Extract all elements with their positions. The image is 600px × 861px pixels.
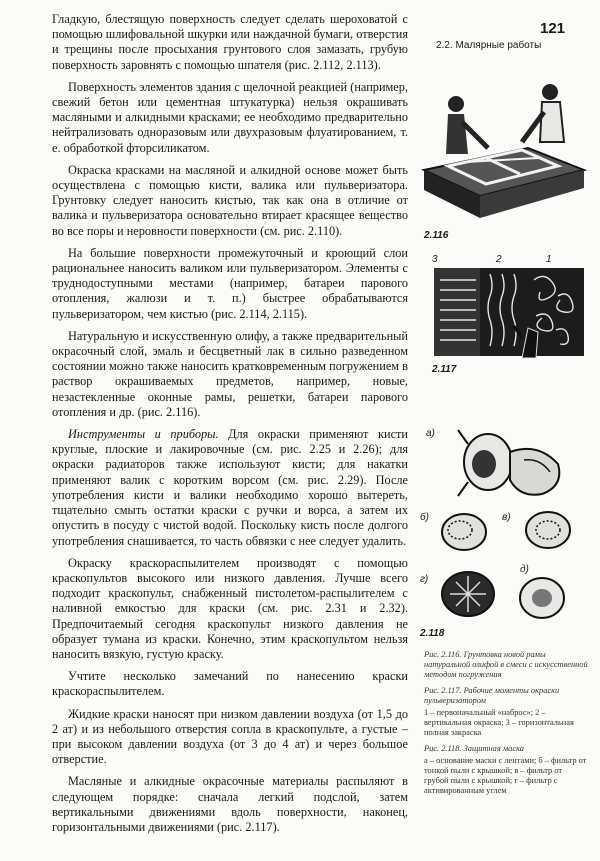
caption-2-118: Рис. 2.118. Защитная маска	[424, 744, 524, 753]
figure-2-117-step-3: 3	[432, 254, 438, 265]
figure-2-118-part-v: в)	[502, 512, 511, 523]
caption-2-116: Рис. 2.116. Грунтовка новой рамы натуральной олифой в смеси с искусственной методом погружения	[424, 650, 588, 679]
figure-2-118-label: 2.118	[420, 628, 445, 639]
figure-2-118	[418, 424, 590, 644]
figure-2-117-step-1: 1	[546, 254, 552, 265]
paragraph-4: На большие поверхности промежуточный и кроющий слои рациональнее наносить валиком или пульверизатором. Элементы с труднодоступными местами (например, батареи парового отопления, жалюзи и т. п.) быстрее обрабатываются пульверизатором, чем кистью (рис. 2.114, 2.115).	[52, 245, 408, 321]
caption-2-117: Рис. 2.117. Рабочие моменты окраски пульверизатором	[424, 686, 560, 705]
carbon-filter-illustration	[418, 564, 590, 626]
paragraph-1: Гладкую, блестящую поверхность следует сделать шероховатой с помощью шлифовальной шкурки или наждачной бумаги, отверстия и трещины после просыхания грунтового слоя замазать, грубую поверхность заровнять с помощью шпателя (рис. 2.112, 2.113).	[52, 12, 408, 72]
figure-2-116-label: 2.116	[424, 230, 449, 241]
running-head: 2.2. Малярные работы	[436, 40, 542, 51]
spray-phases-illustration	[418, 266, 590, 362]
paragraph-8: Учтите несколько замечаний по нанесению краски краскораспылителем.	[52, 669, 408, 699]
dipping-frame-illustration	[418, 62, 590, 230]
section-heading-instruments: Инструменты и приборы.	[68, 427, 219, 442]
paragraph-6-text: Для окраски применяют кисти круглые, плоские и лакировочные (см. рис. 2.25 и 2.26); для окраски радиаторов также используют кисти; для накатки применяют валик с коротким ворсом (см. рис. 2.29). После употребления кисти и валики необходимо хорошо вытереть, тщательно смыть остатки краски с ручки и ворса, а затем их опустить в посуду с чистой водой. Поскольку кисть после долгого употребления снашивается, то часть обвязки с нее следует удалить.	[52, 427, 408, 548]
caption-2-117-legend: 1 – первоначальный «наброс»; 2 – вертикальная окраска; 3 – горизонтальная полная закраска	[424, 708, 574, 737]
figure-2-117	[418, 254, 590, 374]
figure-2-116	[418, 62, 590, 252]
paragraph-3: Окраска красками на масляной и алкидной основе может быть осуществлена с помощью кисти, валика или пульверизатора. Грунтовку следует наносить кистью, так как она в отличие от валика и пульверизатора основательно втирает красящее вещество во все поры и неровности поверхности (см. рис. 2.110).	[52, 162, 408, 238]
figure-2-118-part-d: д)	[520, 564, 529, 575]
main-text-column	[52, 12, 408, 842]
figure-2-117-label: 2.117	[432, 364, 457, 375]
paragraph-5: Натуральную и искусственную олифу, а также предварительный окрасочный слой, эмаль и бесцветный лак в сильно разведенном состоянии можно также наносить кратковременным погружением в раствор окрашиваемых предметов, например, новые, незастекленные оконные рамы, решетки, батареи парового отопления и др. (рис. 2.116).	[52, 328, 408, 419]
figure-2-118-part-a: а)	[426, 428, 435, 439]
dust-filters-illustration	[418, 506, 590, 556]
figure-captions	[424, 650, 588, 802]
paragraph-2: Поверхность элементов здания с щелочной реакцией (например, свежий бетон или цементная штукатурка) нельзя окрашивать масляными и алкидными красками; ее необходимо предварительно нейтрализовать одноразовым или двухразовым флуатированием, т. е. обработкой фторсиликатом.	[52, 79, 408, 155]
figure-2-118-part-g: г)	[420, 574, 429, 585]
figure-2-117-step-2: 2	[496, 254, 502, 265]
paragraph-6	[52, 427, 408, 549]
paragraph-10: Масляные и алкидные окрасочные материалы распыляют в следующем порядке: сначала легкий подслой, затем вертикальными движениями вдоль поверхности, наконец, горизонтальными движениями (рис. 2.117).	[52, 774, 408, 834]
paragraph-7: Окраску краскораспылителем производят с помощью краскопультов высокого или низкого давления. Лучше всего подходит краскопульт, снабженный пистолетом-распылителем с наливной емкостью для краски (см. рис. 2.31 и 2.32). Предпочитаемый сегодня краскопульт низкого давления не образует тумана из краски. Конечно, этим краскопультом нельзя наносить вязкую, густую краску.	[52, 555, 408, 661]
figure-2-118-part-b: б)	[420, 512, 429, 523]
mask-base-illustration	[454, 424, 574, 502]
caption-2-118-legend: а – основание маски с лентами; б – фильтр от тонкой пыли с крышкой; в – фильтр от грубой пыли с крышкой; г – фильтр с активированным углем	[424, 756, 587, 795]
paragraph-9: Жидкие краски наносят при низком давлении воздуха (от 1,5 до 2 ат) и из небольшого отверстия сопла в краскопульте, а густые – при высоком давлении воздуха (от 3 до 4 ат) и через большое отверстие.	[52, 706, 408, 767]
page-number: 121	[540, 20, 566, 37]
